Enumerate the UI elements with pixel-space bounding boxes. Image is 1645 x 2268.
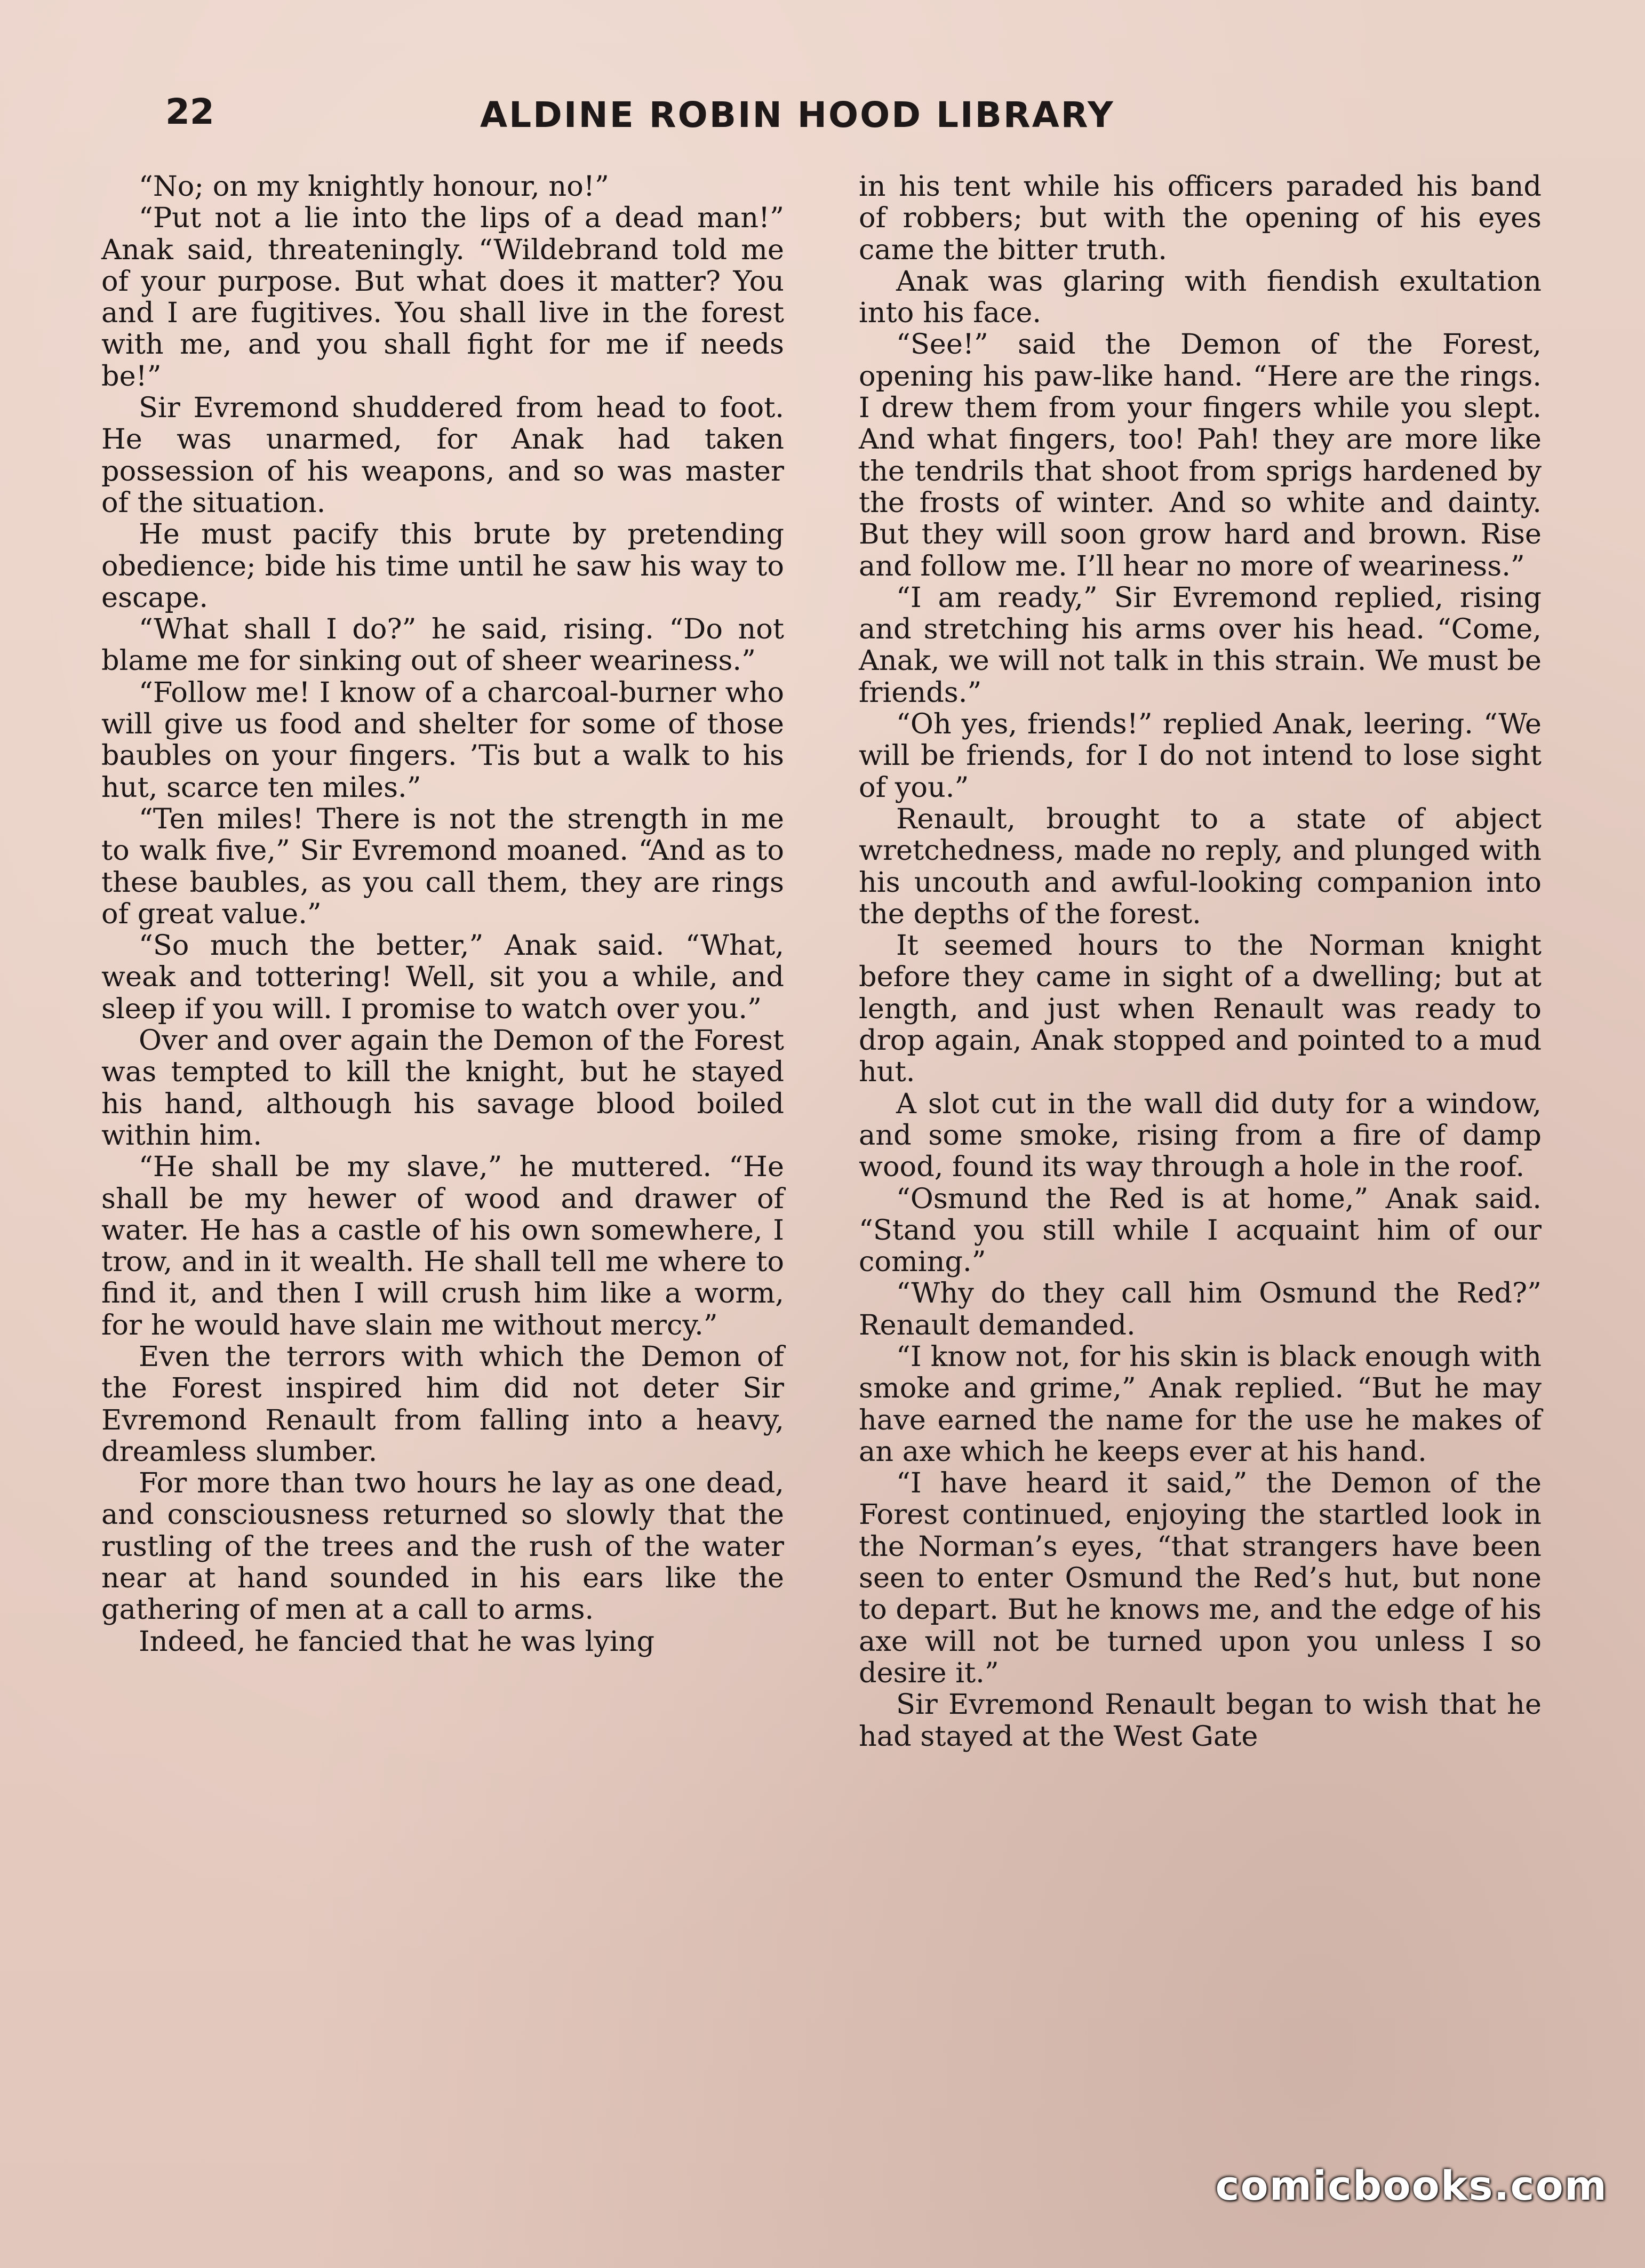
paragraph: “He shall be my slave,” he muttered. “He shall be my hewer of wood and drawer of water. He has a castle of his own somewhere, I trow, and in it wealth. He shall tell me where to find it, and then I will crush him like a worm, for he would have slain me without mercy.” <box>101 1151 784 1341</box>
right-text-column <box>859 171 1542 1752</box>
running-head: ALDINE ROBIN HOOD LIBRARY <box>480 94 1115 135</box>
paragraph-continuation: in his tent while his officers paraded his band of robbers; but with the opening of his eyes came the bitter truth. <box>859 170 1542 266</box>
paragraph: He must pacify this brute by pretending obedience; bide his time until he saw his way to escape. <box>101 518 784 614</box>
paragraph: “Ten miles! There is not the strength in me to walk five,” Sir Evremond moaned. “And as to these baubles, as you call them, they are rings of great value.” <box>101 802 784 930</box>
paragraph: “So much the better,” Anak said. “What, weak and tottering! Well, sit you a while, and sleep if you will. I promise to watch over you.” <box>101 929 784 1025</box>
paragraph: “What shall I do?” he said, rising. “Do not blame me for sinking out of sheer weariness.” <box>101 613 784 677</box>
paragraph: “Follow me! I know of a charcoal-burner who will give us food and shelter for some of those baubles on your fingers. ’Tis but a walk to his hut, scarce ten miles.” <box>101 676 784 804</box>
paragraph: “No; on my knightly honour, no!” <box>139 170 609 203</box>
left-text-column <box>101 171 784 1657</box>
page-number: 22 <box>165 91 214 132</box>
paragraph: “Oh yes, friends!” replied Anak, leering. “We will be friends, for I do not intend to lose sight of you.” <box>859 708 1542 804</box>
paragraph: It seemed hours to the Norman knight before they came in sight of a dwelling; but at length, and just when Renault was ready to drop again, Anak stopped and pointed to a mud hut. <box>859 929 1542 1089</box>
paragraph: “Why do they call him Osmund the Red?” Renault demanded. <box>859 1277 1542 1341</box>
paragraph: Renault, brought to a state of abject wretchedness, made no reply, and plunged with his uncouth and awful-looking companion into the depths of the forest. <box>859 802 1542 930</box>
paragraph: Sir Evremond shuddered from head to foot. He was unarmed, for Anak had taken possession of his weapons, and so was master of the situation. <box>101 392 784 519</box>
paragraph: Sir Evremond Renault began to wish that he had stayed at the West Gate <box>859 1688 1542 1753</box>
paragraph: A slot cut in the wall did duty for a window, and some smoke, rising from a fire of damp wood, found its way through a hole in the roof. <box>859 1087 1542 1184</box>
paragraph: “See!” said the Demon of the Forest, opening his paw-like hand. “Here are the rings. I drew them from your fingers while you slept. And what fingers, too! Pah! they are more like the tendrils that shoot from sprigs hardened by the frosts of winter. And so white and dainty. But they will soon grow hard and brown. Rise and follow me. I’ll hear no more of weariness.” <box>859 328 1542 582</box>
paragraph: Even the terrors with which the Demon of the Forest inspired him did not deter Sir Evremond Renault from falling into a heavy, dreamless slumber. <box>101 1340 784 1468</box>
paragraph: “Put not a lie into the lips of a dead man!” Anak said, threateningly. “Wildebrand told me of your purpose. But what does it matter? You and I are fugitives. You shall live in the forest with me, and you shall fight for me if needs be!” <box>101 202 784 393</box>
watermark: comicbooks.com <box>1215 2162 1608 2209</box>
paragraph: For more than two hours he lay as one dead, and consciousness returned so slowly that the rustling of the trees and the rush of the water near at hand sounded in his ears like the gathering of men at a call to arms. <box>101 1467 784 1626</box>
page-header <box>160 85 1547 149</box>
paragraph: “I am ready,” Sir Evremond replied, rising and stretching his arms over his head. “Come, Anak, we will not talk in this strain. We must be friends.” <box>859 581 1542 709</box>
paragraph: Indeed, he fancied that he was lying <box>139 1625 655 1658</box>
paragraph: “Osmund the Red is at home,” Anak said. “Stand you still while I acquaint him of our coming.” <box>859 1182 1542 1279</box>
paragraph: “I have heard it said,” the Demon of the Forest continued, enjoying the startled look in the Norman’s eyes, “that strangers have been seen to enter Osmund the Red’s hut, but none to depart. But he knows me, and the edge of his axe will not be turned upon you unless I so desire it.” <box>859 1467 1542 1689</box>
paragraph: Over and over again the Demon of the Forest was tempted to kill the knight, but he stayed his hand, although his savage blood boiled within him. <box>101 1024 784 1152</box>
paragraph: “I know not, for his skin is black enough with smoke and grime,” Anak replied. “But he may have earned the name for the use he makes of an axe which he keeps ever at his hand. <box>859 1340 1542 1468</box>
paragraph: Anak was glaring with fiendish exultation into his face. <box>859 265 1542 330</box>
